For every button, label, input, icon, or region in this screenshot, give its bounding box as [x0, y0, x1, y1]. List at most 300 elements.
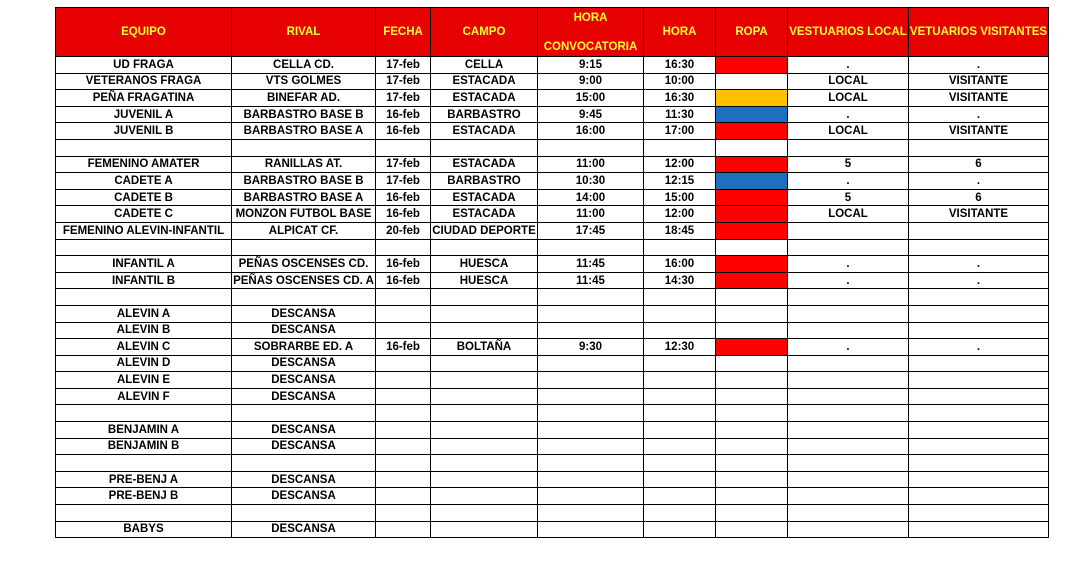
- kickoff-cell: 12:30: [644, 339, 716, 356]
- table-row: [56, 305, 1049, 322]
- header-rival: RIVAL: [232, 8, 376, 57]
- rival-cell: DESCANSA: [232, 488, 376, 505]
- away-locker-cell: [909, 405, 1049, 422]
- away-locker-cell: .: [909, 256, 1049, 273]
- rival-cell: BARBASTRO BASE A: [232, 123, 376, 140]
- home-locker-cell: [788, 139, 909, 156]
- field-cell: [431, 471, 538, 488]
- away-locker-cell: VISITANTE: [909, 73, 1049, 90]
- away-locker-cell: .: [909, 272, 1049, 289]
- kickoff-cell: [644, 239, 716, 256]
- table-row: [56, 488, 1049, 505]
- table-row: [56, 272, 1049, 289]
- home-locker-cell: .: [788, 272, 909, 289]
- kickoff-cell: [644, 372, 716, 389]
- spacer-row: [56, 289, 1049, 306]
- header-hora-convocatoria-line1: HORA: [573, 12, 608, 24]
- home-locker-cell: [788, 471, 909, 488]
- rival-cell: [232, 289, 376, 306]
- rival-cell: DESCANSA: [232, 438, 376, 455]
- field-cell: [431, 139, 538, 156]
- team-cell: FEMENINO ALEVIN-INFANTIL: [56, 222, 232, 239]
- field-cell: CIUDAD DEPORTE: [431, 222, 538, 239]
- date-cell: 16-feb: [376, 339, 431, 356]
- kit-cell: [716, 189, 788, 206]
- home-locker-cell: 5: [788, 156, 909, 173]
- away-locker-cell: [909, 438, 1049, 455]
- field-cell: [431, 239, 538, 256]
- kickoff-cell: 14:30: [644, 272, 716, 289]
- date-cell: 16-feb: [376, 189, 431, 206]
- date-cell: [376, 305, 431, 322]
- table-row: [56, 123, 1049, 140]
- rival-cell: PEÑAS OSCENSES CD. A: [232, 272, 376, 289]
- kickoff-cell: [644, 305, 716, 322]
- field-cell: [431, 521, 538, 538]
- home-locker-cell: LOCAL: [788, 90, 909, 107]
- team-cell: PEÑA FRAGATINA: [56, 90, 232, 107]
- spacer-row: [56, 139, 1049, 156]
- table-row: [56, 355, 1049, 372]
- home-locker-cell: LOCAL: [788, 123, 909, 140]
- home-locker-cell: [788, 521, 909, 538]
- rival-cell: DESCANSA: [232, 521, 376, 538]
- field-cell: HUESCA: [431, 256, 538, 273]
- date-cell: [376, 355, 431, 372]
- field-cell: BOLTAÑA: [431, 339, 538, 356]
- kit-cell: [716, 355, 788, 372]
- kit-cell: [716, 305, 788, 322]
- away-locker-cell: [909, 505, 1049, 522]
- call-time-cell: [538, 438, 644, 455]
- header-equipo: EQUIPO: [56, 8, 232, 57]
- date-cell: [376, 438, 431, 455]
- call-time-cell: [538, 355, 644, 372]
- away-locker-cell: .: [909, 339, 1049, 356]
- rival-cell: BINEFAR AD.: [232, 90, 376, 107]
- home-locker-cell: [788, 305, 909, 322]
- kickoff-cell: 16:30: [644, 90, 716, 107]
- team-cell: CADETE A: [56, 173, 232, 190]
- call-time-cell: 16:00: [538, 123, 644, 140]
- kit-cell: [716, 289, 788, 306]
- call-time-cell: [538, 322, 644, 339]
- call-time-cell: [538, 505, 644, 522]
- kit-cell: [716, 438, 788, 455]
- team-cell: CADETE C: [56, 206, 232, 223]
- kickoff-cell: 12:00: [644, 206, 716, 223]
- date-cell: [376, 422, 431, 439]
- call-time-cell: 17:45: [538, 222, 644, 239]
- header-vestuarios-local: VESTUARIOS LOCAL: [788, 8, 909, 57]
- rival-cell: CELLA CD.: [232, 57, 376, 74]
- call-time-cell: 9:15: [538, 57, 644, 74]
- home-locker-cell: [788, 289, 909, 306]
- date-cell: 16-feb: [376, 106, 431, 123]
- date-cell: [376, 139, 431, 156]
- kickoff-cell: [644, 289, 716, 306]
- kickoff-cell: [644, 322, 716, 339]
- kit-cell: [716, 455, 788, 472]
- rival-cell: BARBASTRO BASE A: [232, 189, 376, 206]
- kit-cell: [716, 90, 788, 107]
- rival-cell: DESCANSA: [232, 422, 376, 439]
- spacer-row: [56, 505, 1049, 522]
- field-cell: [431, 505, 538, 522]
- team-cell: FEMENINO AMATER: [56, 156, 232, 173]
- team-cell: BENJAMIN A: [56, 422, 232, 439]
- team-cell: [56, 239, 232, 256]
- match-schedule-table: [55, 7, 1049, 538]
- call-time-cell: 9:30: [538, 339, 644, 356]
- field-cell: ESTACADA: [431, 206, 538, 223]
- away-locker-cell: [909, 322, 1049, 339]
- kit-cell: [716, 239, 788, 256]
- kickoff-cell: [644, 488, 716, 505]
- table-row: [56, 388, 1049, 405]
- call-time-cell: 14:00: [538, 189, 644, 206]
- kickoff-cell: 16:00: [644, 256, 716, 273]
- call-time-cell: [538, 405, 644, 422]
- kit-cell: [716, 388, 788, 405]
- away-locker-cell: .: [909, 106, 1049, 123]
- kit-cell: [716, 106, 788, 123]
- team-cell: CADETE B: [56, 189, 232, 206]
- field-cell: BARBASTRO: [431, 173, 538, 190]
- team-cell: PRE-BENJ B: [56, 488, 232, 505]
- call-time-cell: 10:30: [538, 173, 644, 190]
- call-time-cell: [538, 471, 644, 488]
- home-locker-cell: .: [788, 256, 909, 273]
- header-campo: CAMPO: [431, 8, 538, 57]
- date-cell: [376, 289, 431, 306]
- field-cell: ESTACADA: [431, 156, 538, 173]
- rival-cell: [232, 405, 376, 422]
- kit-cell: [716, 521, 788, 538]
- table-row: [56, 90, 1049, 107]
- away-locker-cell: [909, 422, 1049, 439]
- away-locker-cell: [909, 139, 1049, 156]
- team-cell: ALEVIN B: [56, 322, 232, 339]
- rival-cell: [232, 239, 376, 256]
- home-locker-cell: LOCAL: [788, 73, 909, 90]
- team-cell: JUVENIL B: [56, 123, 232, 140]
- spacer-row: [56, 405, 1049, 422]
- table-row: [56, 206, 1049, 223]
- kit-cell: [716, 206, 788, 223]
- kit-cell: [716, 123, 788, 140]
- call-time-cell: [538, 239, 644, 256]
- table-row: [56, 106, 1049, 123]
- rival-cell: DESCANSA: [232, 322, 376, 339]
- away-locker-cell: .: [909, 173, 1049, 190]
- table-row: [56, 422, 1049, 439]
- call-time-cell: [538, 488, 644, 505]
- team-cell: [56, 455, 232, 472]
- home-locker-cell: 5: [788, 189, 909, 206]
- away-locker-cell: [909, 222, 1049, 239]
- date-cell: [376, 239, 431, 256]
- away-locker-cell: [909, 471, 1049, 488]
- field-cell: ESTACADA: [431, 90, 538, 107]
- field-cell: ESTACADA: [431, 123, 538, 140]
- call-time-cell: 9:00: [538, 73, 644, 90]
- home-locker-cell: [788, 322, 909, 339]
- kickoff-cell: 18:45: [644, 222, 716, 239]
- table-row: [56, 156, 1049, 173]
- kickoff-cell: [644, 355, 716, 372]
- home-locker-cell: [788, 239, 909, 256]
- date-cell: [376, 521, 431, 538]
- field-cell: [431, 405, 538, 422]
- call-time-cell: [538, 455, 644, 472]
- home-locker-cell: [788, 372, 909, 389]
- kit-cell: [716, 73, 788, 90]
- table-row: [56, 173, 1049, 190]
- call-time-cell: [538, 139, 644, 156]
- home-locker-cell: [788, 222, 909, 239]
- home-locker-cell: [788, 505, 909, 522]
- date-cell: 16-feb: [376, 272, 431, 289]
- kit-cell: [716, 156, 788, 173]
- field-cell: CELLA: [431, 57, 538, 74]
- kickoff-cell: [644, 505, 716, 522]
- home-locker-cell: LOCAL: [788, 206, 909, 223]
- kickoff-cell: [644, 405, 716, 422]
- away-locker-cell: [909, 455, 1049, 472]
- team-cell: UD FRAGA: [56, 57, 232, 74]
- rival-cell: SOBRARBE ED. A: [232, 339, 376, 356]
- rival-cell: ALPICAT CF.: [232, 222, 376, 239]
- away-locker-cell: [909, 372, 1049, 389]
- kit-cell: [716, 505, 788, 522]
- call-time-cell: 11:45: [538, 256, 644, 273]
- kit-cell: [716, 405, 788, 422]
- table-row: [56, 471, 1049, 488]
- field-cell: HUESCA: [431, 272, 538, 289]
- team-cell: INFANTIL A: [56, 256, 232, 273]
- table-row: [56, 256, 1049, 273]
- rival-cell: [232, 505, 376, 522]
- table-row: [56, 57, 1049, 74]
- header-row: [56, 8, 1049, 57]
- call-time-cell: 15:00: [538, 90, 644, 107]
- call-time-cell: [538, 289, 644, 306]
- home-locker-cell: .: [788, 173, 909, 190]
- team-cell: ALEVIN F: [56, 388, 232, 405]
- team-cell: JUVENIL A: [56, 106, 232, 123]
- team-cell: [56, 139, 232, 156]
- rival-cell: BARBASTRO BASE B: [232, 173, 376, 190]
- header-ropa: ROPA: [716, 8, 788, 57]
- date-cell: 17-feb: [376, 156, 431, 173]
- kit-cell: [716, 372, 788, 389]
- call-time-cell: 9:45: [538, 106, 644, 123]
- away-locker-cell: [909, 521, 1049, 538]
- date-cell: [376, 505, 431, 522]
- field-cell: [431, 455, 538, 472]
- away-locker-cell: [909, 388, 1049, 405]
- field-cell: [431, 438, 538, 455]
- team-cell: BABYS: [56, 521, 232, 538]
- team-cell: PRE-BENJ A: [56, 471, 232, 488]
- table-row: [56, 222, 1049, 239]
- table-row: [56, 521, 1049, 538]
- home-locker-cell: .: [788, 106, 909, 123]
- date-cell: [376, 488, 431, 505]
- home-locker-cell: [788, 422, 909, 439]
- away-locker-cell: 6: [909, 156, 1049, 173]
- kickoff-cell: [644, 438, 716, 455]
- away-locker-cell: .: [909, 57, 1049, 74]
- call-time-cell: 11:00: [538, 206, 644, 223]
- header-hora: HORA: [644, 8, 716, 57]
- team-cell: ALEVIN E: [56, 372, 232, 389]
- rival-cell: [232, 455, 376, 472]
- kickoff-cell: [644, 455, 716, 472]
- away-locker-cell: 6: [909, 189, 1049, 206]
- rival-cell: MONZON FUTBOL BASE: [232, 206, 376, 223]
- home-locker-cell: .: [788, 57, 909, 74]
- rival-cell: DESCANSA: [232, 471, 376, 488]
- call-time-cell: [538, 521, 644, 538]
- rival-cell: VTS GOLMES: [232, 73, 376, 90]
- team-cell: BENJAMIN B: [56, 438, 232, 455]
- away-locker-cell: [909, 239, 1049, 256]
- header-hora-convocatoria: [538, 8, 644, 57]
- kit-cell: [716, 173, 788, 190]
- date-cell: [376, 405, 431, 422]
- team-cell: [56, 405, 232, 422]
- field-cell: [431, 422, 538, 439]
- table-row: [56, 189, 1049, 206]
- date-cell: 16-feb: [376, 256, 431, 273]
- rival-cell: DESCANSA: [232, 305, 376, 322]
- field-cell: BARBASTRO: [431, 106, 538, 123]
- away-locker-cell: [909, 289, 1049, 306]
- team-cell: [56, 505, 232, 522]
- home-locker-cell: [788, 388, 909, 405]
- kit-cell: [716, 471, 788, 488]
- home-locker-cell: [788, 355, 909, 372]
- kickoff-cell: [644, 471, 716, 488]
- team-cell: ALEVIN A: [56, 305, 232, 322]
- field-cell: [431, 388, 538, 405]
- header-hora-convocatoria-line2: CONVOCATORIA: [543, 41, 638, 53]
- away-locker-cell: VISITANTE: [909, 206, 1049, 223]
- away-locker-cell: [909, 488, 1049, 505]
- rival-cell: DESCANSA: [232, 388, 376, 405]
- home-locker-cell: [788, 405, 909, 422]
- kickoff-cell: 16:30: [644, 57, 716, 74]
- date-cell: 20-feb: [376, 222, 431, 239]
- team-cell: VETERANOS FRAGA: [56, 73, 232, 90]
- spacer-row: [56, 455, 1049, 472]
- field-cell: [431, 355, 538, 372]
- away-locker-cell: VISITANTE: [909, 123, 1049, 140]
- kit-cell: [716, 488, 788, 505]
- home-locker-cell: [788, 488, 909, 505]
- rival-cell: [232, 139, 376, 156]
- table-row: [56, 73, 1049, 90]
- away-locker-cell: VISITANTE: [909, 90, 1049, 107]
- spacer-row: [56, 239, 1049, 256]
- kickoff-cell: [644, 422, 716, 439]
- call-time-cell: [538, 388, 644, 405]
- away-locker-cell: [909, 355, 1049, 372]
- kit-cell: [716, 256, 788, 273]
- home-locker-cell: [788, 438, 909, 455]
- call-time-cell: [538, 305, 644, 322]
- field-cell: [431, 289, 538, 306]
- kit-cell: [716, 422, 788, 439]
- table-row: [56, 438, 1049, 455]
- field-cell: ESTACADA: [431, 73, 538, 90]
- call-time-cell: 11:45: [538, 272, 644, 289]
- date-cell: 16-feb: [376, 206, 431, 223]
- table-row: [56, 339, 1049, 356]
- call-time-cell: 11:00: [538, 156, 644, 173]
- rival-cell: RANILLAS AT.: [232, 156, 376, 173]
- rival-cell: DESCANSA: [232, 355, 376, 372]
- kickoff-cell: 17:00: [644, 123, 716, 140]
- table-row: [56, 322, 1049, 339]
- field-cell: ESTACADA: [431, 189, 538, 206]
- team-cell: ALEVIN D: [56, 355, 232, 372]
- team-cell: [56, 289, 232, 306]
- rival-cell: PEÑAS OSCENSES CD.: [232, 256, 376, 273]
- date-cell: 17-feb: [376, 90, 431, 107]
- kit-cell: [716, 322, 788, 339]
- kickoff-cell: 11:30: [644, 106, 716, 123]
- date-cell: 17-feb: [376, 73, 431, 90]
- date-cell: [376, 471, 431, 488]
- field-cell: [431, 372, 538, 389]
- kickoff-cell: 12:00: [644, 156, 716, 173]
- rival-cell: DESCANSA: [232, 372, 376, 389]
- date-cell: [376, 388, 431, 405]
- kickoff-cell: [644, 521, 716, 538]
- field-cell: [431, 488, 538, 505]
- team-cell: ALEVIN C: [56, 339, 232, 356]
- rival-cell: BARBASTRO BASE B: [232, 106, 376, 123]
- date-cell: 17-feb: [376, 173, 431, 190]
- team-cell: INFANTIL B: [56, 272, 232, 289]
- kickoff-cell: [644, 388, 716, 405]
- call-time-cell: [538, 422, 644, 439]
- kit-cell: [716, 222, 788, 239]
- kickoff-cell: 10:00: [644, 73, 716, 90]
- kickoff-cell: 15:00: [644, 189, 716, 206]
- date-cell: [376, 322, 431, 339]
- kickoff-cell: 12:15: [644, 173, 716, 190]
- kit-cell: [716, 139, 788, 156]
- field-cell: [431, 322, 538, 339]
- date-cell: [376, 455, 431, 472]
- home-locker-cell: [788, 455, 909, 472]
- table-row: [56, 372, 1049, 389]
- kickoff-cell: [644, 139, 716, 156]
- away-locker-cell: [909, 305, 1049, 322]
- header-fecha: FECHA: [376, 8, 431, 57]
- kit-cell: [716, 272, 788, 289]
- home-locker-cell: .: [788, 339, 909, 356]
- kit-cell: [716, 339, 788, 356]
- date-cell: 16-feb: [376, 123, 431, 140]
- header-vestuarios-visitantes: VETUARIOS VISITANTES: [909, 8, 1049, 57]
- field-cell: [431, 305, 538, 322]
- schedule-body: [56, 57, 1049, 538]
